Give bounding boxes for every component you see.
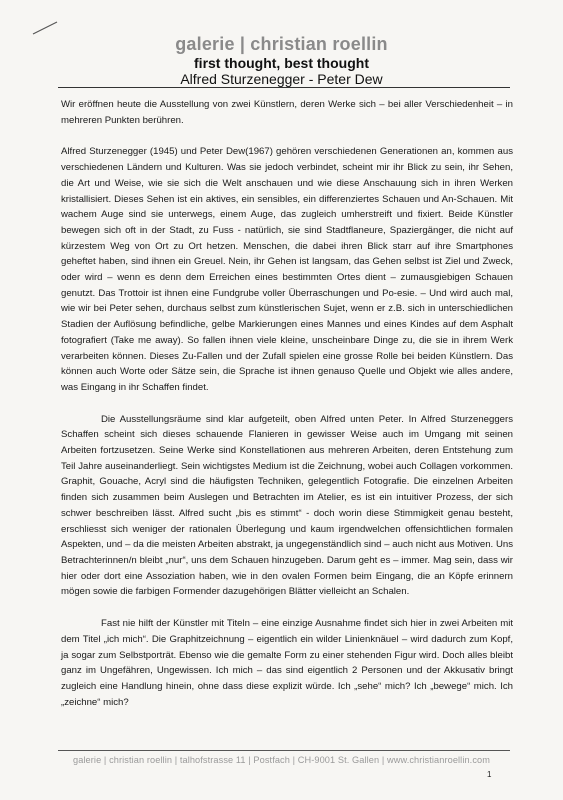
- speech-text: [61, 97, 513, 726]
- paragraph-artists: Alfred Sturzenegger (1945) und Peter Dew(1967) gehören verschiedenen Generationen an, kommen aus verschiedenen Ländern und Kulturen. Was sie jedoch verbindet, scheint mir ihr Blick zu sein, ihr Sehen, die Art und Weise, wie sie sich die Welt anschauen und wie diese Anschauung sich in ihren Werken kristallisiert. Dieses Sehen ist ein aktives, ein sensibles, ein differenziertes Schauen und An-Schauen. Mit wachem Auge sind sie unterwegs, einem Auge, das zugleich umherstreift und fixiert. Beide Künstler bewegen sich oft in der Stadt, zu Fuss - natürlich, sie sind Stadtflaneure, Spaziergänger, die nicht auf kürzestem Weg von Ort zu Ort hetzen. Menschen, die dabei ihren Blick starr auf ihre Smartphones geheftet haben, sind ihnen ein Greuel. Nein, ihr Gehen ist langsam, das Gehen selbst ist Ziel und Zweck, oder wird – wenn es denn dem Erreichen eines bestimmten Ortes dient – zumausgiebigen Schauen genutzt. Das Trottoir ist ihnen eine Fundgrube voller Überraschungen und Po-esie. – Und wird auch mal, wie wir bei Peter sehen, durchaus selbst zum künstlerischen Sujet, wenn er z.B. sich in unterschiedlichen Stadien der Auflösung befindliche, gelbe Markierungen eines Mannes und eines Kindes auf dem Asphalt fotografiert (Take me away). So fallen ihnen viele kleine, unscheinbare Dinge zu, die sie in ihrem Werk verarbeiten können. Dieses Zu-Fallen und der Zufall spielen eine grosse Rolle bei beiden Künstlern. Das können auch Worte oder Sätze sein, die Sprache ist ihnen genauso Quelle und Objekt wie alles andere, was Eingang in ihr Schaffen findet.: [61, 146, 513, 393]
- page-number: 1: [487, 770, 492, 779]
- letterhead: [0, 34, 563, 87]
- paragraph-exhibition: Die Ausstellungsräume sind klar aufgeteilt, oben Alfred unten Peter. In Alfred Sturzeneggers Schaffen scheint sich dieses schauende Flanieren in gewisser Weise auch im Umgang mit seinen Arbeiten fortzusetzen. Seine Werke sind Konstellationen aus mehreren Arbeiten, deren Entstehung zum Teil Jahre auseinanderliegt. Sein wichtigstes Medium ist die Zeichnung, wobei auch Collagen vorkommen. Graphit, Gouache, Acryl sind die häufigsten Techniken, gelegentlich Fotografie. Die einzelnen Arbeiten finden sich zusammen beim Auslegen und Betrachten im Atelier, es ist ein intuitiver Prozess, der sich schwer beschreiben lässt. Alfred sucht „bis es stimmt“ - doch worin diese Stimmigkeit genau besteht, erschliesst sich weniger der rationalen Überlegung und kaum irgendwelchen offensichtlichen formalen Aspekten, und – da die meisten Arbeiten abstrakt, ja ungegenständlich sind – auch nicht aus Motiven. Uns Betrachterinnen/n bleibt „nur“, uns dem Schauen hinzugeben. Darum geht es – immer. Mag sein, dass wir hier oder dort eine Assoziation haben, wie in den ovalen Formen beim Eingang, die an Köpfe erinnern mögen sowie die farbigen Formender dazugehörigen Blätter vielleicht an Schalen.: [61, 413, 513, 598]
- footer-divider: [58, 750, 510, 751]
- paragraph-titles: Fast nie hilft der Künstler mit Titeln – eine einzige Ausnahme findet sich hier in zwei Arbeiten mit dem Titel „ich mich“. Die Graphitzeichnung – eigentlich ein wilder Linienknäuel – wird dadurch zum Kopf, ja sogar zum Selbstporträt. Ebenso wie die gemalte Form zu einer stehenden Figur wird. Doch alles bleibt ganz im Ungefähren, Ungewissen. Ich mich – das sind eigentlich 2 Personen und der Akkusativ bringt zugleich eine Handlung hinein, ohne dass diese explizit würde. Ich „sehe“ mich? Ich „bewege“ mich. Ich „zeichne“ mich?: [61, 618, 513, 708]
- header-divider: [58, 87, 510, 88]
- exhibition-title: first thought, best thought: [194, 55, 369, 71]
- artist-names: Alfred Sturzenegger - Peter Dew: [180, 71, 383, 87]
- gallery-name: galerie | christian roellin: [175, 34, 388, 54]
- paragraph-intro: Wir eröffnen heute die Ausstellung von zwei Künstlern, deren Werke sich – bei aller Verschiedenheit – in mehreren Punkten berühren.: [61, 99, 513, 126]
- footer-address: galerie | christian roellin | talhofstrasse 11 | Postfach | CH-9001 St. Gallen | www.christianroellin.com: [73, 755, 490, 765]
